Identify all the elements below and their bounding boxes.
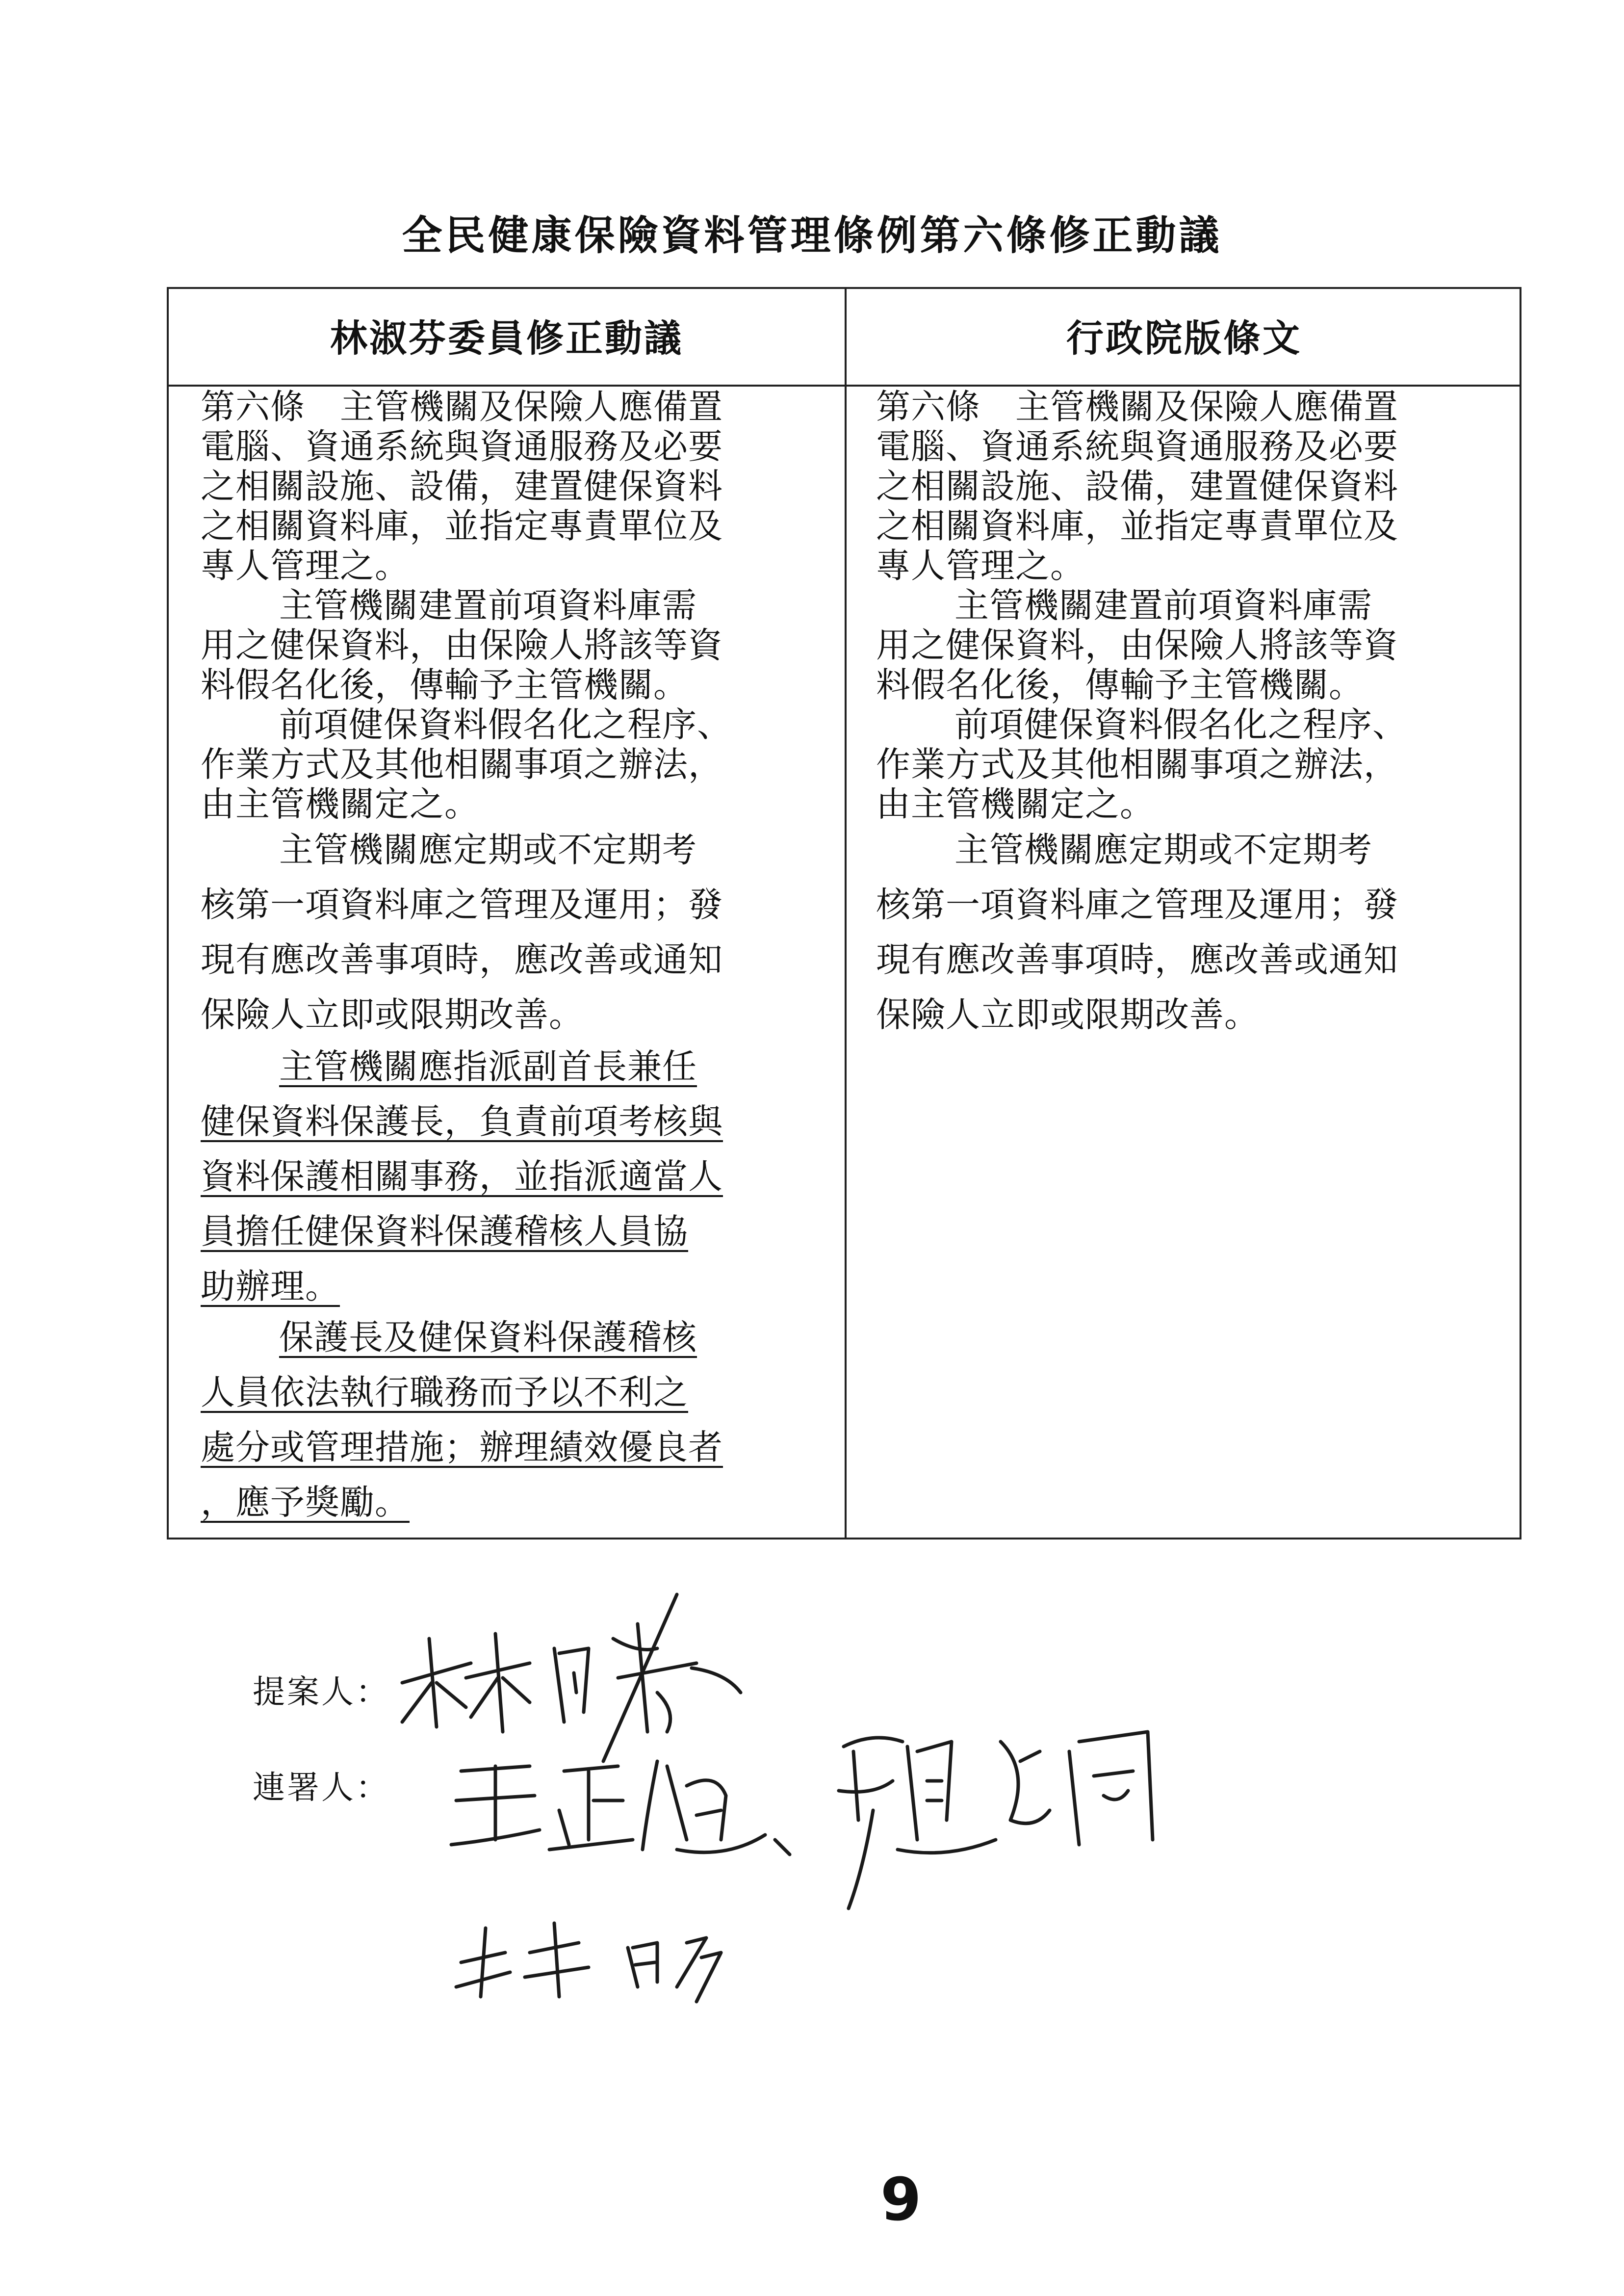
text-line: 核第一項資料庫之管理及運用；發 (876, 885, 1398, 925)
text-line: 料假名化後，傳輸予主管機關。 (876, 665, 1364, 705)
right-column-header: 行政院版條文 (1066, 316, 1302, 360)
article-paragraph-2 (201, 586, 824, 705)
text-line: 電腦、資通系統與資通服務及必要 (876, 426, 1398, 467)
column-divider (845, 289, 847, 1538)
text-line: 主管機關應定期或不定期考 (279, 830, 697, 870)
text-line: 處分或管理措施；辦理績效優良者 (201, 1427, 723, 1467)
text-line: 員擔任健保資料保護稽核人員協 (201, 1211, 688, 1252)
proposer-signature (402, 1594, 741, 1761)
comparison-table (167, 287, 1521, 1539)
text-line: 用之健保資料，由保險人將該等資 (876, 625, 1398, 665)
amended-paragraph-5 (201, 1039, 824, 1314)
article-paragraph-1 (876, 387, 1499, 586)
text-line: 健保資料保護長，負責前項考核與 (201, 1101, 723, 1142)
text-line: 助辦理。 (201, 1266, 340, 1306)
cosigner-signature-2 (839, 1732, 1153, 1908)
handwritten-signatures (383, 1565, 1265, 2007)
right-column-text (876, 387, 1499, 1042)
cosigner-signature-1 (451, 1761, 790, 1854)
left-column-header: 林淑芬委員修正動議 (330, 316, 683, 360)
text-line: 用之健保資料，由保險人將該等資 (201, 625, 723, 665)
proposer-label: 提案人： (253, 1673, 390, 1711)
text-line: 作業方式及其他相關事項之辦法， (876, 744, 1398, 784)
article-paragraph-3 (876, 705, 1499, 824)
article-paragraph-4 (201, 822, 824, 1042)
text-line: 之相關設施、設備，建置健保資料 (201, 466, 723, 506)
handwritten-date (456, 1923, 721, 2002)
text-line: 人員依法執行職務而予以不利之 (201, 1372, 688, 1412)
amended-paragraph-6 (201, 1310, 824, 1530)
text-line: 由主管機關定之。 (201, 784, 479, 824)
page-number: 9 (880, 2166, 922, 2234)
text-line: 資料保護相關事務，並指派適當人 (201, 1156, 723, 1197)
text-line: 第六條 主管機關及保險人應備置 (876, 387, 1398, 427)
article-paragraph-2 (876, 586, 1499, 705)
text-line: 現有應改善事項時，應改善或通知 (201, 939, 723, 980)
text-line: 之相關資料庫，並指定專責單位及 (876, 506, 1398, 546)
text-line: 保險人立即或限期改善。 (201, 994, 584, 1035)
left-column-text (201, 387, 824, 1530)
cosigner-label: 連署人： (253, 1769, 390, 1806)
text-line: 由主管機關定之。 (876, 784, 1155, 824)
text-line: 主管機關應指派副首長兼任 (279, 1046, 697, 1087)
text-line: 主管機關建置前項資料庫需 (279, 585, 697, 626)
text-line: ，應予獎勵。 (201, 1482, 410, 1522)
article-paragraph-1 (201, 387, 824, 586)
text-line: 主管機關建置前項資料庫需 (954, 585, 1372, 626)
text-line: 主管機關應定期或不定期考 (954, 830, 1372, 870)
text-line: 現有應改善事項時，應改善或通知 (876, 939, 1398, 980)
article-paragraph-4 (876, 822, 1499, 1042)
document-title: 全民健康保險資料管理條例第六條修正動議 (402, 212, 1222, 259)
text-line: 作業方式及其他相關事項之辦法， (201, 744, 723, 784)
text-line: 前項健保資料假名化之程序、 (279, 704, 732, 745)
text-line: 核第一項資料庫之管理及運用；發 (201, 885, 723, 925)
text-line: 料假名化後，傳輸予主管機關。 (201, 665, 688, 705)
text-line: 保護長及健保資料保護稽核 (279, 1317, 697, 1357)
text-line: 專人管理之。 (201, 546, 410, 586)
text-line: 前項健保資料假名化之程序、 (954, 704, 1407, 745)
text-line: 第六條 主管機關及保險人應備置 (201, 387, 723, 427)
article-paragraph-3 (201, 705, 824, 824)
text-line: 電腦、資通系統與資通服務及必要 (201, 426, 723, 467)
text-line: 專人管理之。 (876, 546, 1085, 586)
text-line: 之相關設施、設備，建置健保資料 (876, 466, 1398, 506)
text-line: 保險人立即或限期改善。 (876, 994, 1259, 1035)
text-line: 之相關資料庫，並指定專責單位及 (201, 506, 723, 546)
